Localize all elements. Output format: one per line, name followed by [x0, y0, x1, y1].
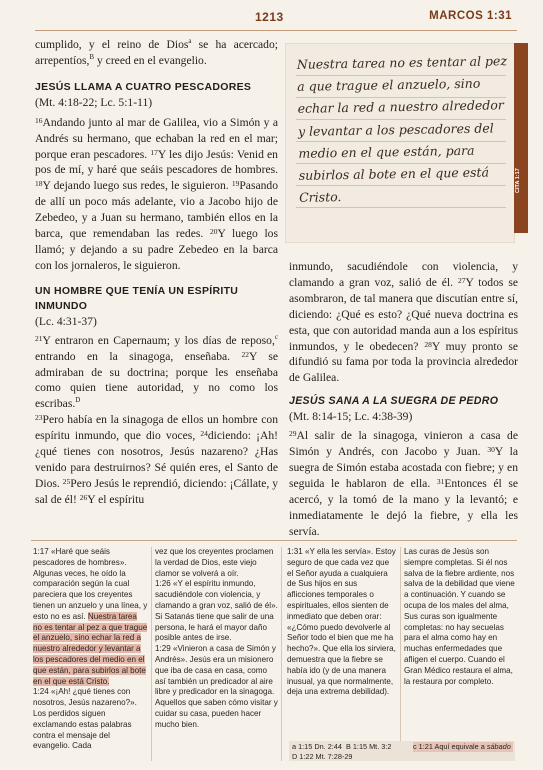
verses-26-28: inmundo, sacudiéndole con violencia, y clamando a gran voz, salió de él. $^{27}$Y todos se asombraron, de tal manera que discutían entre sí, diciendo: ¿Qué es esto? ¿Qué nueva doctrina es esta, que con autoridad manda aun a los espíritus inmundos, y le obedecen? $^{28}$Y muy pronto se difundió su fama por toda la provincia alrededor de Galilea.	[289, 260, 518, 385]
study-note: 1:17 «Haré que seáis pescadores de hombres». Algunas veces, he oído la comparación según la cual pareciera que los creyentes tienen un anzuelo y una línea, y esto no es así. Nuestra tarea no es tentar al pez a que trague el anzuelo, sino echar la red a nuestro alrededor y levantar a los pescadores del medio en el que están, para subirlos al bote en el que está Cristo.	[33, 547, 148, 686]
page-header	[0, 10, 543, 26]
handwritten-quote-text: Nuestra tarea no es tentar al pez a que trague el anzuelo, sino echar la red a nuestro alrededor y levantar a los pescadores del medio en el que están, para subirlos al bote en el que está Cristo.	[296, 53, 508, 206]
verse-number: 18	[35, 179, 43, 189]
note-ref: 1:31	[287, 547, 303, 556]
quote-tab-label: CITA 1:17	[515, 168, 521, 193]
study-note-continued: vez que los creyentes proclamen la verdad de Dios, este viejo clamor se volverá a oír.	[155, 547, 274, 578]
opening-verse-text: cumplido, y el reino de Dios$^a$ se ha acercado; arrepentíos,$^B$ y creed en el evangelio.	[35, 37, 278, 67]
footnote-a[interactable]: a 1:15 Dn. 2:44	[292, 742, 342, 751]
footnote-c[interactable]: c 1:21 Aquí equivale a sábado	[413, 742, 513, 752]
column-left	[35, 37, 278, 508]
notes-column-2	[155, 547, 278, 731]
footnote-marker[interactable]: a	[188, 37, 192, 46]
section-crossref-mother-in-law: (Mt. 8:14-15; Lc. 4:38-39)	[289, 410, 413, 424]
notes-column-1	[33, 547, 148, 752]
note-ref: 1:17	[33, 547, 49, 556]
verse-number: 29	[289, 429, 297, 439]
section-heading-mother-in-law: JESÚS SANA A LA SUEGRA DE PEDRO	[289, 395, 499, 408]
verses-16-20: $^{16}$Andando junto al mar de Galilea, vio a Simón y a Andrés su hermano, que echaban la red en el mar; porque eran pescadores. $^{17}$Y les dijo Jesús: Venid en pos de mí, y haré que seáis pescadores de hombres. $^{18}$Y dejando luego sus redes, le siguieron. $^{19}$Pasando de allí un poco más adelante, vio a Jacobo hijo de Zebedeo, y a Juan su hermano, también ellos en la barca, que remendaban las redes. $^{20}$Y luego los llamó; y dejando a su padre Zebedeo en la barca con los jornaleros, le siguieron.	[35, 115, 278, 272]
notes-column-rule	[400, 547, 401, 761]
study-note: 1:24 «¡Ah! ¿qué tienes con nosotros, Jesús nazareno?». Los perdidos siguen exclamando estas palabras contra el mensaje del evangelio. Cada	[33, 687, 137, 751]
note-ref: 1:29	[155, 644, 171, 654]
verses-21-26: $^{21}$Y entraron en Capernaum; y los días de reposo,$^c$ entrando en la sinagoga, enseñaba. $^{22}$Y se admiraban de su doctrina; porque les enseñaba como quien tiene autoridad, y no como los escribas.$^D$ $^{23}$Pero había en la sinagoga de ellos un hombre con espíritu inmundo, que dio voces, $^{24}$diciendo: ¡Ah! ¿qué tienes con nosotros, Jesús nazareno? ¿Has venido para destruirnos? Sé quién eres, el Santo de Dios. $^{25}$Pero Jesús le reprendió, diciendo: ¡Cállate, y sal de él! $^{26}$Y el espíritu	[35, 332, 279, 506]
verse-number: 16	[35, 115, 43, 125]
column-right	[289, 259, 518, 540]
verses-29-31: $^{29}$Al salir de la sinagoga, vinieron a casa de Simón y Andrés, con Jacobo y Juan. $^{30}$Y la suegra de Simón estaba acostada con fiebre; y en seguida le hablaron de ella. $^{31}$Entonces él se acercó, y la tomó de la mano y la levantó; e inmediatamente le dejó la fiebre, y ella les servía.	[289, 429, 518, 538]
study-note: 1:29 «Vinieron a casa de Simón y Andrés». Jesús era un misionero que iba de casa en casa, como así también un predicador al aire libre y predicador en la sinagoga. Aquellos que saben cómo visitar y cuidar su casa, pueden hacer mucho bien.	[155, 644, 278, 729]
footnote-marker[interactable]: B	[89, 53, 95, 62]
notes-separator	[31, 540, 517, 541]
section-heading-fishers: JESÚS LLAMA A CUATRO PESCADORES	[35, 80, 252, 93]
note-ref: 1:24	[33, 687, 49, 697]
verse-number: 22	[241, 349, 249, 359]
header-rule	[35, 30, 517, 31]
study-note: 1:31 «Y ella les servía». Estoy seguro de que cada vez que el Señor ayuda a cualquiera de Sus hijos en sus aflicciones temporales o espirituales, ellos sienten de inmediato que deben orar: «¿Cómo puedo devolverle al Señor todo el bien que me ha hecho?». Que ella los sirviera, demuestra que la fiebre se había ido (y de una manera inusual, ya que normalmente, deja una extrema debilidad).	[287, 547, 396, 697]
footnotes-box	[289, 741, 515, 761]
highlighted-quote: Nuestra tarea no es tentar al pez a que trague el anzuelo, sino echar la red a nuestro alrededor y levantar a los pescadores del medio en el que están, para subirlos al bote en el que está Cristo.	[33, 611, 148, 686]
quote-tab	[514, 43, 528, 233]
notes-column-3	[287, 547, 397, 698]
footnote-b[interactable]: B 1:15 Mt. 3:2	[345, 742, 392, 751]
verse-number: 28	[424, 339, 432, 349]
handwritten-quote-card	[285, 43, 515, 243]
study-note-continued: Las curas de Jesús son siempre completas. Si él nos salva de la fiebre ardiente, nos salva de la debilidad que viene a continuación. Y cuando se ocupa de los males del alma, Sus curas son igualmente completas: no hay secuelas para el alma como hay en muchas enfermedades que afligen el cuerpo. Cuando el Gran Médico restaura el alma, la restaura por completo.	[404, 547, 515, 686]
verse-number: 27	[457, 275, 466, 285]
section-heading-unclean-spirit: UN HOMBRE QUE TENÍA UN ESPÍRITU INMUNDO	[35, 284, 239, 312]
study-note: 1:26 «Y el espíritu inmundo, sacudiéndole con violencia, y clamando a gran voz, salió de él». Si Satanás tiene que salir de una persona, le hará el mayor daño posible antes de irse.	[155, 579, 278, 643]
notes-column-rule	[151, 547, 152, 761]
verse-number: 31	[436, 476, 445, 486]
note-ref: 1:26	[155, 579, 171, 589]
page-number: 1213	[255, 10, 284, 24]
footnote-d[interactable]: D 1:22 Mt. 7:28-29	[292, 751, 353, 761]
footnote-marker[interactable]: c	[274, 332, 278, 341]
verse-number: 24	[200, 429, 208, 439]
verse-number: 21	[35, 333, 43, 343]
section-crossref-unclean-spirit: (Lc. 4:31-37)	[35, 314, 97, 328]
verse-number: 26	[79, 492, 88, 502]
verse-number: 25	[62, 476, 71, 486]
chapter-reference: MARCOS 1:31	[429, 10, 512, 22]
notes-column-rule	[281, 547, 282, 761]
verse-number: 23	[35, 413, 43, 423]
verse-number: 30	[487, 445, 495, 455]
verse-number: 17	[150, 147, 158, 157]
section-crossref-fishers: (Mt. 4:18-22; Lc. 5:1-11)	[35, 95, 153, 109]
verse-number: 20	[209, 227, 218, 237]
verse-number: 19	[231, 179, 240, 189]
notes-column-4	[404, 547, 517, 687]
footnote-marker[interactable]: D	[75, 396, 81, 405]
